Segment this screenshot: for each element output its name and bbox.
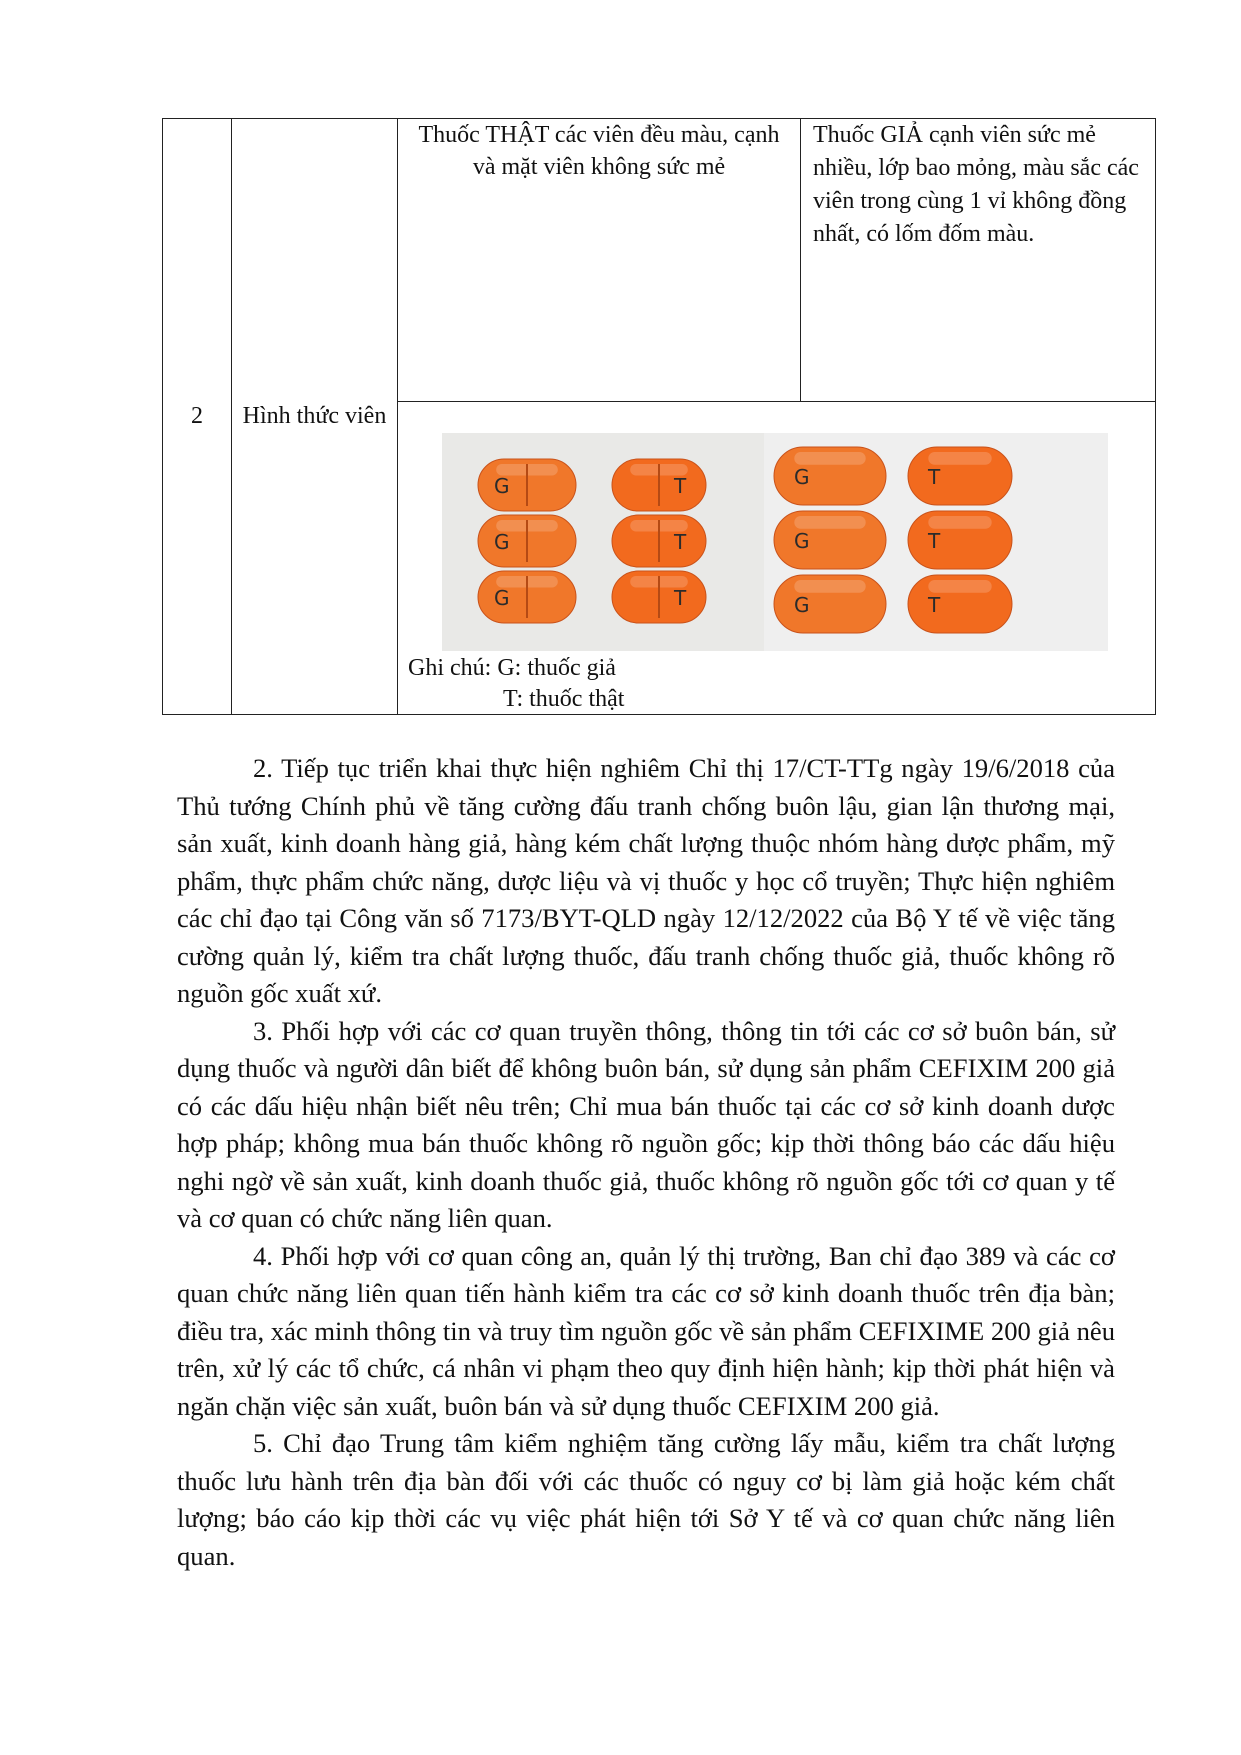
left-real-pills bbox=[612, 459, 706, 623]
left-real-pill-mark: T bbox=[674, 474, 687, 498]
right-real-pill-highlight bbox=[928, 516, 991, 529]
fake-description-cell bbox=[801, 119, 1156, 402]
left-real-pill-mark: T bbox=[674, 586, 687, 610]
paragraph-3: 3. Phối hợp với các cơ quan truyền thông, thông tin tới các cơ sở buôn bán, sử dụng thuốc và người dân biết để không buôn bán, sử dụng sản phẩm CEFIXIM 200 giả có các dấu hiệu nhận biết nêu trên; Chỉ mua bán thuốc tại các cơ sở kinh doanh dược hợp pháp; không mua bán thuốc không rõ nguồn gốc; kịp thời thông báo các dấu hiệu nghi ngờ về sản xuất, kinh doanh thuốc giả, thuốc không rõ nguồn gốc tới cơ quan y tế và cơ quan có chức năng liên quan. bbox=[177, 1015, 1115, 1233]
right-fake-pill-mark: G bbox=[794, 593, 810, 617]
right-fake-pills bbox=[774, 447, 886, 633]
row-number-cell bbox=[163, 119, 232, 715]
right-real-pill-mark: T bbox=[928, 529, 941, 553]
right-real-pill-highlight bbox=[928, 452, 991, 465]
criterion-cell bbox=[232, 119, 398, 715]
paragraph-4: 4. Phối hợp với cơ quan công an, quản lý thị trường, Ban chỉ đạo 389 và các cơ quan chức năng liên quan tiến hành kiểm tra các cơ sở kinh doanh thuốc trên địa bàn; điều tra, xác minh thông tin và truy tìm nguồn gốc về sản phẩm CEFIXIME 200 giả nêu trên, xử lý các tổ chức, cá nhân vi phạm theo quy định hiện hành; kịp thời phát hiện và ngăn chặn việc sản xuất, buôn bán và sử dụng thuốc CEFIXIM 200 giả. bbox=[177, 1240, 1116, 1421]
right-real-pills bbox=[908, 447, 1012, 633]
left-real-pill-mark: T bbox=[674, 530, 687, 554]
left-fake-pill-mark: G bbox=[494, 586, 510, 610]
criterion-label: Hình thức viên bbox=[242, 403, 387, 429]
right-real-pill-mark: T bbox=[928, 593, 941, 617]
comparison-table bbox=[162, 118, 1156, 715]
left-fake-pill-mark: G bbox=[494, 474, 510, 498]
right-fake-pill-highlight bbox=[794, 516, 865, 529]
paragraph-2: 2. Tiếp tục triển khai thực hiện nghiêm Chỉ thị 17/CT-TTg ngày 19/6/2018 của Thủ tướng Chính phủ về tăng cường đấu tranh chống buôn lậu, gian lận thương mại, sản xuất, kinh doanh hàng giả, hàng kém chất lượng thuộc nhóm hàng dược phẩm, mỹ phẩm, thực phẩm chức năng, dược liệu và vị thuốc y học cổ truyền; Thực hiện nghiêm các chỉ đạo tại Công văn số 7173/BYT-QLD ngày 12/12/2022 của Bộ Y tế về việc tăng cường quản lý, kiểm tra chất lượng thuốc, đấu tranh chống thuốc giả, thuốc không rõ nguồn gốc xuất xứ. bbox=[177, 753, 1115, 1008]
note-line-fake: Ghi chú: G: thuốc giả bbox=[408, 655, 616, 681]
right-real-pill-highlight bbox=[928, 580, 991, 593]
paragraph-5: 5. Chỉ đạo Trung tâm kiểm nghiệm tăng cường lấy mẫu, kiểm tra chất lượng thuốc lưu hành trên địa bàn đối với các thuốc có nguy cơ bị làm giả hoặc kém chất lượng; báo cáo kịp thời các vụ việc phát hiện tới Sở Y tế và cơ quan chức năng liên quan. bbox=[177, 1428, 1115, 1571]
right-real-pill-mark: T bbox=[928, 465, 941, 489]
photo-note bbox=[408, 653, 624, 715]
note-line-real: T: thuốc thật bbox=[503, 686, 625, 712]
right-fake-pill-mark: G bbox=[794, 465, 810, 489]
real-description-cell bbox=[398, 119, 801, 402]
body-text bbox=[177, 750, 1115, 1575]
real-description: Thuốc THẬT các viên đều màu, cạnh và mặt viên không sức mẻ bbox=[418, 122, 780, 180]
right-fake-pill-highlight bbox=[794, 452, 865, 465]
left-fake-pills bbox=[478, 459, 576, 623]
right-fake-pill-mark: G bbox=[794, 529, 810, 553]
right-fake-pill-highlight bbox=[794, 580, 865, 593]
row-number: 2 bbox=[191, 403, 203, 429]
left-fake-pill-mark: G bbox=[494, 530, 510, 554]
pill-comparison-photo bbox=[442, 433, 1108, 651]
fake-description: Thuốc GIẢ cạnh viên sức mẻ nhiều, lớp bao mỏng, màu sắc các viên trong cùng 1 vỉ không đồng nhất, có lốm đốm màu. bbox=[813, 122, 1139, 247]
photo-cell bbox=[398, 402, 1156, 715]
